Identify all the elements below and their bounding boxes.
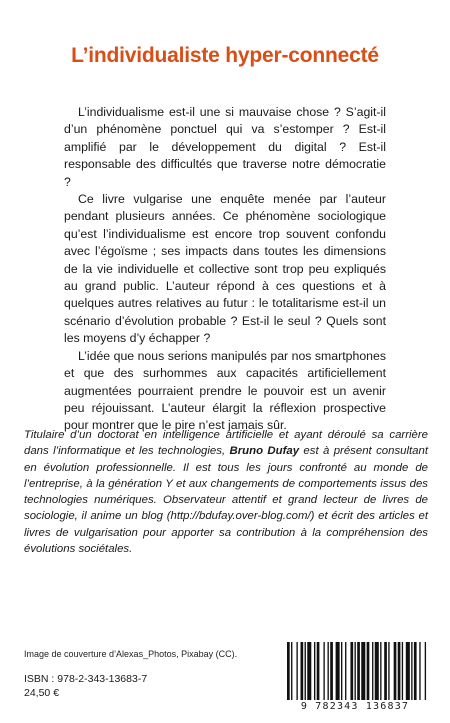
author-bio — [24, 427, 428, 557]
author-name: Bruno Dufay — [229, 445, 300, 458]
bio-text-after: est à présent consultant en évolution professionnelle. Il est tous les jours confronté au monde de l’entreprise, à la génération Y et aux changements de comportements issus des technologies numériques. Observateur attentif et grand lecteur de livres de sociologie, il anime un blog (http://bdufay.over-blog.com/) et écrit des articles et livres de vulgarisation pour apporter sa contribution à la compréhension des évolutions sociétales. — [24, 445, 429, 556]
isbn: ISBN : 978-2-343-13683-7 — [24, 673, 148, 685]
book-title: L’individualiste hyper-connecté — [71, 44, 379, 67]
summary-paragraph: Ce livre vulgarise une enquête menée par l’auteur pendant plusieurs années. Ce phénomène sociologique qu’est l’individualisme est encore trop souvent confondu avec l’égoïsme ; ses impacts dans toutes les dimensions de la vie individuelle et collective sont trop peu expliqués au grand public. L’auteur répond à ces questions et à quelques autres relatives au futur : le totalitarisme est-il un scénario d’évolution probable ? Est-il le seul ? Quels sont les moyens d’y échapper ? — [64, 192, 386, 346]
price: 24,50 € — [24, 687, 60, 699]
barcode-bars — [275, 636, 435, 702]
barcode-number: 9 782343 136837 — [300, 701, 410, 712]
barcode — [275, 636, 435, 716]
summary-paragraph: L’idée que nous serions manipulés par nos smartphones et que des surhommes aux capacités artificiellement augmentées pourraient prendre le pouvoir est un avenir peu réjouissant. L’auteur élargit la réflexion prospective pour montrer que le pire n’est jamais sûr. — [64, 348, 386, 433]
cover-image-credit: Image de couverture d’Alexas_Photos, Pixabay (CC). — [24, 649, 238, 659]
bio-text-before: Titulaire d’un doctorat en intelligence artificielle et ayant déroulé sa carrière dans l’informatique et les technologies, — [24, 429, 428, 458]
summary-paragraph: L’individualisme est-il une si mauvaise chose ? S’agit-il d’un phénomène ponctuel qui va s’estomper ? Est-il amplifié par le développement du digital ? Est-il responsable des difficultés que traverse notre démocratie ? — [64, 105, 386, 189]
summary-text — [64, 104, 386, 435]
